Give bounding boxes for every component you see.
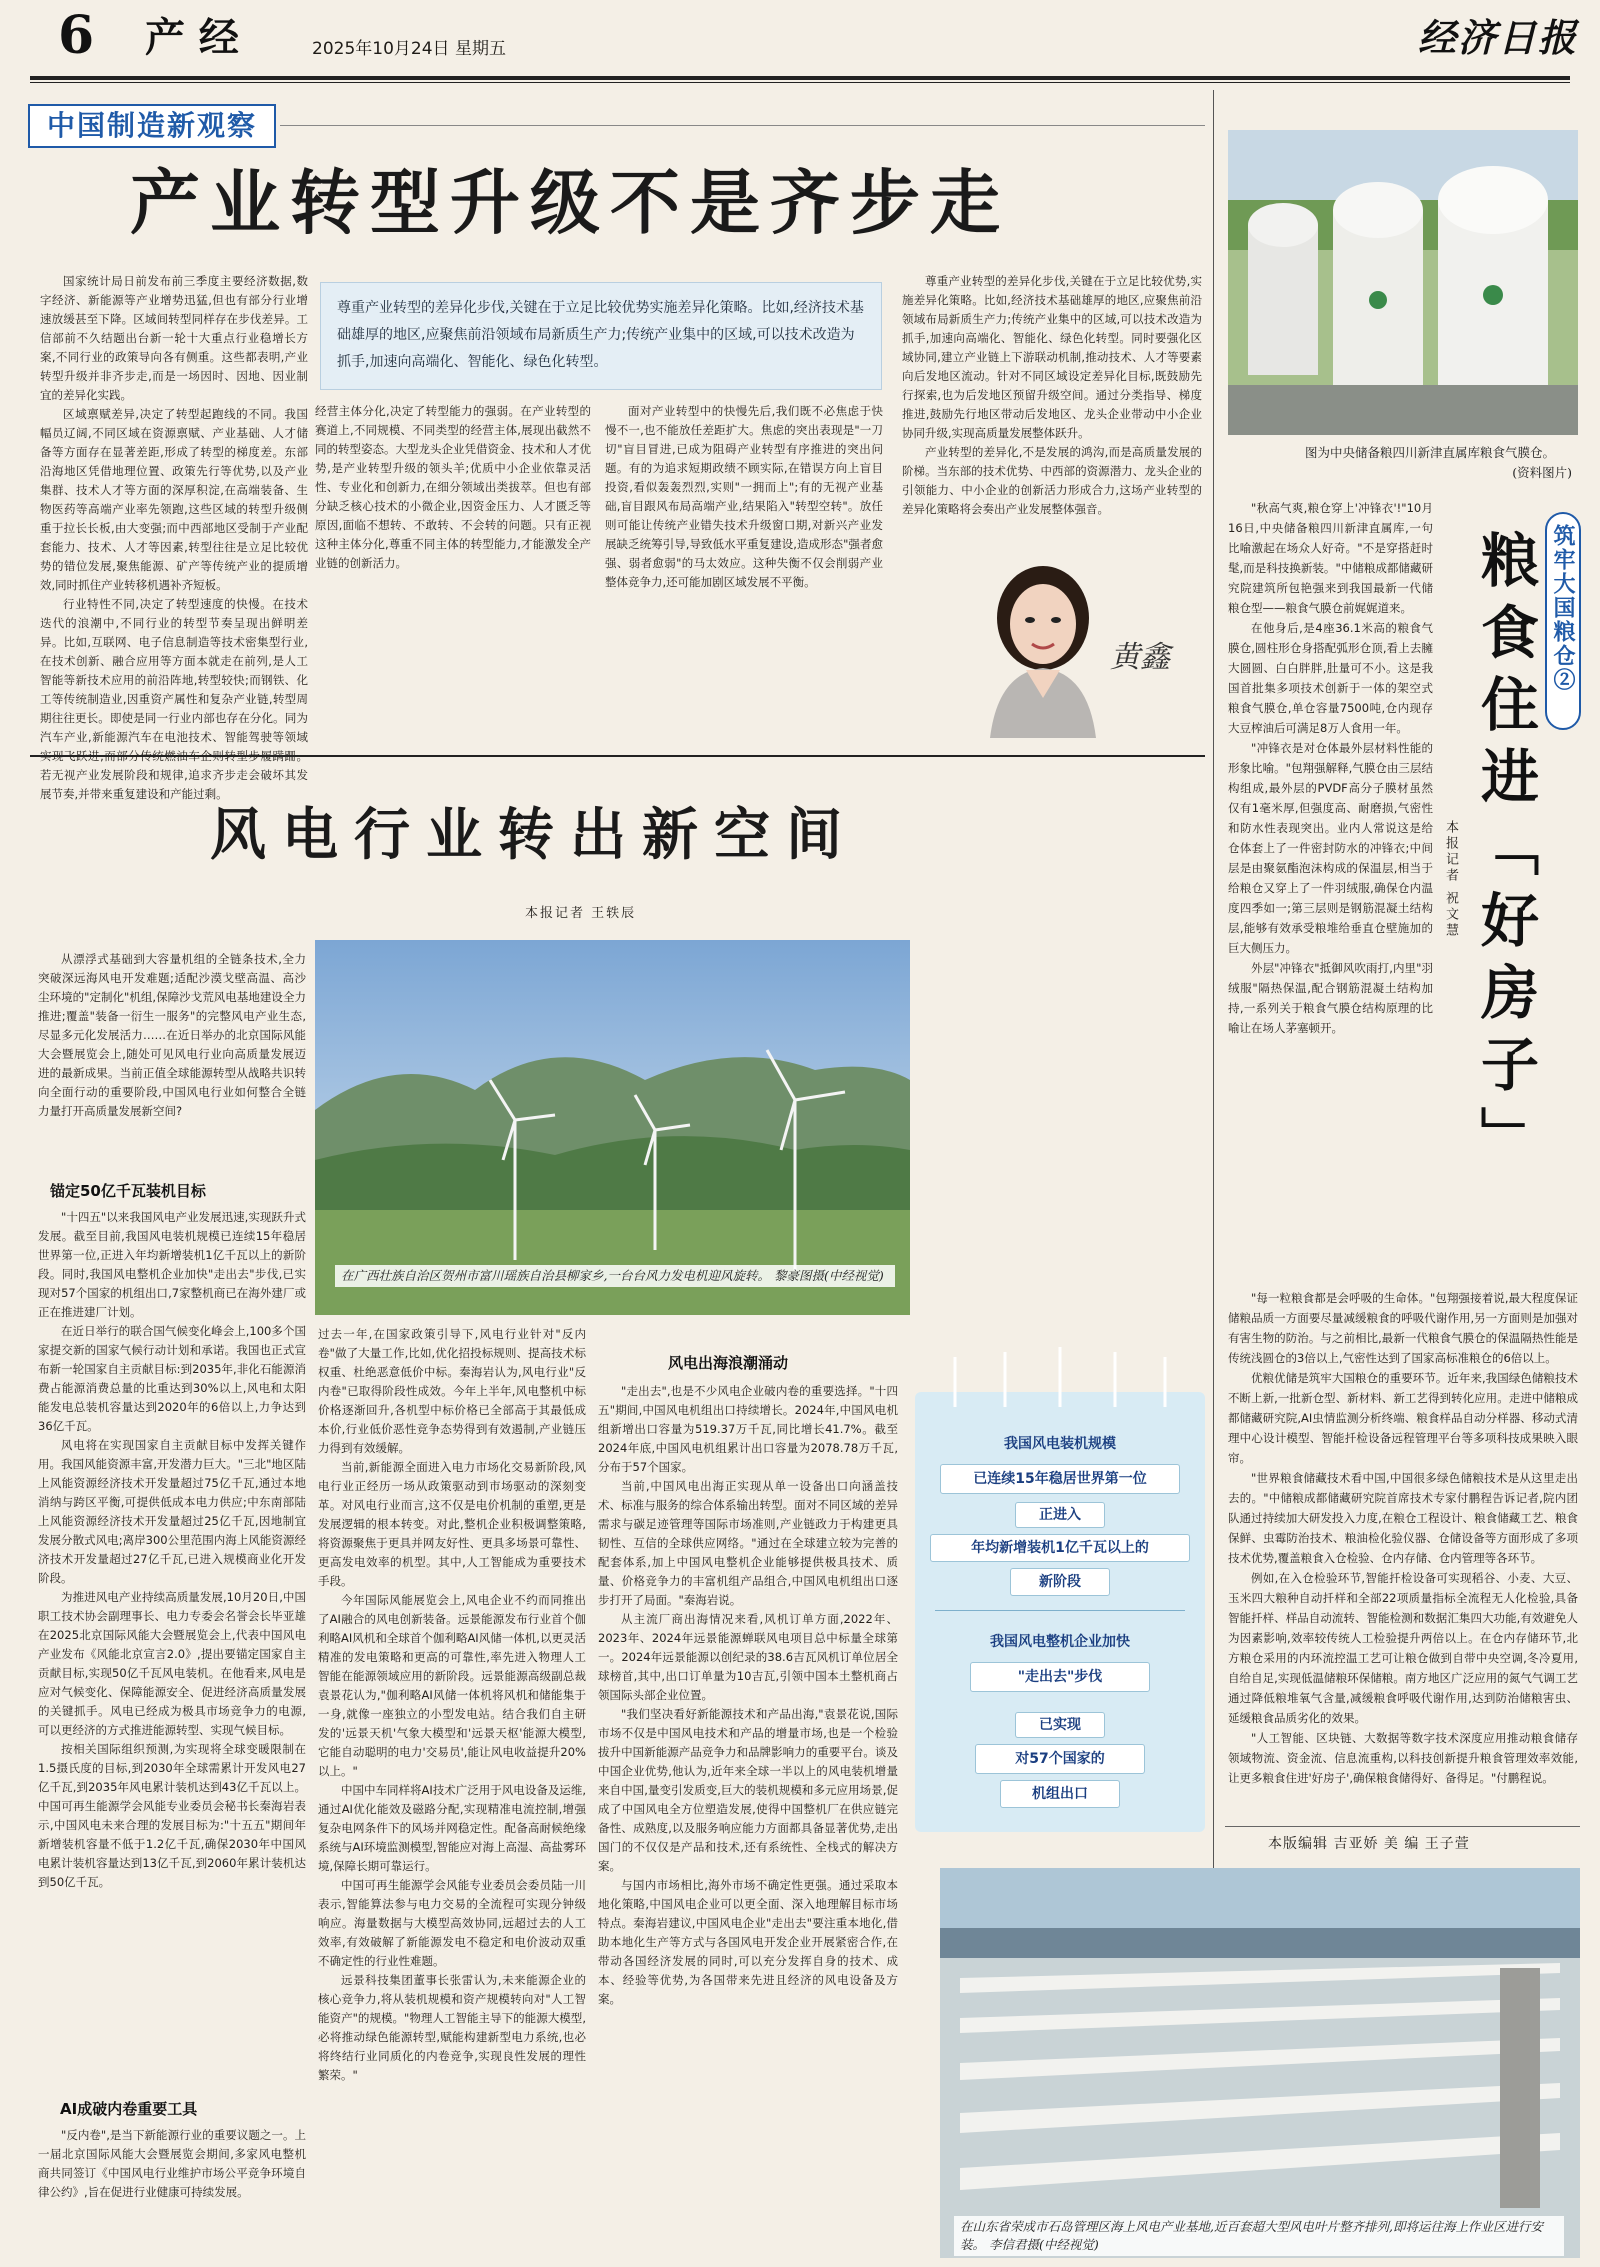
blade-yard-caption: 在山东省荣成市石岛管理区海上风电产业基地,近百套超大型风电叶片整齐排列,即将运往海上作业区进行安装。 李信君摄(中经视觉)	[954, 2216, 1564, 2256]
fact-title-export: 我国风电整机企业加快	[990, 1634, 1130, 1650]
article1-para: 经营主体分化,决定了转型能力的强弱。在产业转型的赛道上,不同规模、不同类型的经营主体,展现出截然不同的转型姿态。大型龙头企业凭借资金、技术和人才优势,是产业转型升级的领头羊;优质中小企业依靠灵活性、专业化和创新力,在细分领域出类拔萃。但也有部分缺乏核心技术的小微企业,因资金压力、人才匮乏等原因,面临不想转、不敢转、不会转的问题。只有正视这种主体分化,尊重不同主体的转型能力,才能激发全产业链的创新活力。	[315, 404, 591, 570]
sidebar-para: 优粮优储是筑牢大国粮仓的重要环节。近年来,我国绿色储粮技术不断上新,一批新仓型、新材料、新工艺得到转化应用。走进中储粮成都储藏研究院,AI虫情监测分析终端、粮食样品自动分样器、移动式清理中心设计模型、智能扦检设备远程管理平台等多项科技成果映入眼帘。	[1228, 1371, 1578, 1465]
article2-col3	[598, 1382, 898, 2252]
article2-para: 今年国际风能展览会上,风电企业不约而同推出了AI融合的风电创新装备。远景能源发布行业首个伽利略AI风机和全球首个伽利略AI风储一体机,以更灵活精准的发电策略和更高的可靠性,率先进入物理人工智能在能源领域应用的新阶段。远景能源高级副总裁袁景花认为,"伽利略AI风储一体机将风机和储能集于一身,就像一座独立的小型发电站。结合我们自主研发的'远景天机'气象大模型和'远景天枢'能源大模型,它能自动聪明的电力'交易员',能让风电收益提升20%以上。"	[318, 1593, 586, 1778]
article2-para: 在近日举行的联合国气候变化峰会上,100多个国家提交新的国家气候行动计划和承诺。我国也正式宣布新一轮国家自主贡献目标:到2035年,非化石能源消费占能源消费总量的比重达到30%以上,风电和太阳能发电总装机容量达到2020年的6倍以上,力争达到36亿千瓦。	[38, 1324, 306, 1433]
article1-headline: 产业转型升级不是齐步走	[130, 161, 1010, 244]
author-portrait-drawing	[968, 548, 1118, 738]
sidebar-para: "每一粒粮食都是会呼吸的生命体。"包翔强接着说,最大程度保证储粮品质一方面要尽量减缓粮食的呼吸代谢作用,另一方面则是加强对有害生物的防治。与之前相比,最新一代粮食气膜仓的保温隔热性能是传统浅圆仓的3倍以上,气密性达到了国家高标准粮仓的6倍以上。	[1228, 1291, 1578, 1365]
masthead-rule	[30, 76, 1570, 80]
sidebar-para: "秋高气爽,粮仓穿上'冲锋衣'!"10月16日,中央储备粮四川新津直属库,一句比喻激起在场众人好奇。"不是穿搭赶时髦,而是科技换新装。"中储粮成都储藏研究院建筑所包艳强来到我国最新一代储粮仓型——粮食气膜仓前娓娓道来。	[1228, 501, 1433, 615]
column-tag-rule	[280, 125, 1205, 126]
article2-para: 中国中车同样将AI技术广泛用于风电设备及运维,通过AI优化能效及磁路分配,实现精准电流控制,增强复杂电网条件下的风场并网稳定性。配备高耐候绝缘系统与AI环境监测模型,智能应对海上高湿、高盐雾环境,保障长期可靠运行。	[318, 1783, 586, 1873]
series-tag	[1545, 512, 1581, 730]
newspaper-logo: 经济日报	[1418, 15, 1579, 60]
article2-para: 中国可再生能源学会风能专业委员会委员陆一川表示,智能算法参与电力交易的全流程可实现分钟级响应。海量数据与大模型高效协同,远超过去的人工效率,有效破解了新能源发电不稳定和电价波动双重不确定性的行业性难题。	[318, 1878, 586, 1968]
issue-date: 2025年10月24日	[312, 39, 450, 59]
article2-col1-b	[38, 2126, 306, 2252]
sidebar-para: "人工智能、区块链、大数据等数字技术深度应用推动粮食储存领域物流、资金流、信息流重构,以科技创新提升粮食管理效率效能,让更多粮食住进'好房子',确保粮食储得好、备得足。"付鹏程说。	[1228, 1731, 1578, 1785]
article1-col3	[605, 402, 883, 740]
article1-para: 行业特性不同,决定了转型速度的快慢。在技术迭代的浪潮中,不同行业的转型节奏呈现出鲜明差异。比如,互联网、电子信息制造等技术密集型行业,在技术创新、融合应用等方面本就走在前列,是人工智能等新技术应用的前沿阵地,转型较快;而钢铁、化工等传统制造业,因重资产属性和复杂产业链,转型周期往往更长。即使是同一行业内部也存在分化。同为汽车产业,新能源汽车在电池技术、智能驾驶等领域 若无视产业发展阶段和规律,追求齐步走会破坏其发展节奏,并带来重复建设和产能过剩。	[40, 597, 308, 801]
article1-pull-quote	[320, 282, 882, 390]
windfarm-illustration	[315, 940, 910, 1315]
article2-lead-para: 从漂浮式基础到大容量机组的全链条技术,全力突破深远海风电开发难题;适配沙漠戈壁高温、高沙尘环境的"定制化"机组,保障沙戈荒风电基地建设全力推进;覆盖"装备一衍生一服务"的完整风电产业生态,尽显多元化发展活力……在近日举办的北京国际风能大会暨展览会上,随处可见风电行业向高质量发展迈进的最新成果。当前正值全球能源转型从战略共识转向全面行动的重要阶段,中国风电行业如何整合全链力量打开高质量发展新空间?	[38, 952, 306, 1118]
series-tag-label: 筑牢大国粮仓②	[1550, 524, 1576, 692]
sidebar-photo-caption: 图为中央储备粮四川新津直属库粮食气膜仓。	[1304, 445, 1555, 460]
subhead-installed-capacity: 锚定50亿千瓦装机目标	[50, 1182, 206, 1200]
article2-para: "十四五"以来我国风电产业发展迅速,实现跃升式发展。截至目前,我国风电装机规模已连续15年稳居世界第一位,正进入年均新增装机1亿千瓦以上的新阶段。同时,我国风电整机企业加快"走出去"步伐,已实现对57个国家的机组出口,7家整机商已在海外建厂或正在推进建厂计划。	[38, 1210, 306, 1319]
article1-para: 尊重产业转型的差异化步伐,关键在于立足比较优势,实施差异化策略。比如,经济技术基础雄厚的地区,应聚焦前沿领域布局新质生产力;传统产业集中的区域,可以技术改造为抓手,加速向高端化、智能化、绿色化转型。同时要强化区域协同,建立产业链上下游联动机制,推动技术、人才等要素向后发地区流动。针对不同区域设定差异化目标,既鼓励先行探索,也为后发地区预留升级空间。通过分类指导、梯度推进,鼓励先行地区带动后发地区、龙头企业带动中小企业协同升级,实现高质量发展整体跃升。	[902, 274, 1202, 440]
fact-box	[915, 1392, 1205, 1832]
turbine-icons	[915, 1337, 1205, 1407]
sidebar-para: "冲锋衣是对仓体最外层材料性能的形象比喻。"包翔强解释,气膜仓由三层结构组成,最外层的PVDF高分子膜材虽然仅有1毫米厚,但强度高、耐磨损,气密性和防水性表现突出。业内人常说这是给仓体套上了一件密封防水的冲锋衣;中间层是由聚氨酯泡沫构成的保温层,相当于给粮仓又穿上了一件羽绒服,确保仓内温度四季如一;第三层则是钢筋混凝土结构层,能够有效承受粮堆给垂直仓壁施加的巨大侧压力。	[1228, 741, 1433, 955]
fact-achieved: 已实现	[1015, 1712, 1105, 1738]
fact-new-stage: 新阶段	[1010, 1568, 1110, 1596]
issue-weekday: 星期五	[455, 39, 506, 59]
article-divider	[30, 755, 1205, 757]
fact-box-divider	[935, 1610, 1185, 1611]
fact-annual-install: 年均新增装机1亿千瓦以上的	[930, 1534, 1190, 1562]
sidebar-para: 外层"冲锋衣"抵御风吹雨打,内里"羽绒服"隔热保温,配合钢筋混凝土结构加持,一系列关于粮食气膜仓结构原理的比喻让在场人茅塞顿开。	[1228, 961, 1433, 1035]
article2-para: 与国内市场相比,海外市场不确定性更强。通过采取本地化策略,中国风电企业可以更全面、深入地理解目标市场特点。秦海岩建议,中国风电企业"走出去"要注重本地化,借助本地化生产等方式与各国风电开发企业开展紧密合作,在带动各国经济发展的同时,可以充分发挥自身的技术、成本、经验等优势,为各国带来先进且经济的风电设备及方案。	[598, 1878, 898, 2006]
pull-quote-text: 尊重产业转型的差异化步伐,关键在于立足比较优势实施差异化策略。比如,经济技术基础雄厚的地区,应聚焦前沿领域布局新质生产力;传统产业集中的区域,可以技术改造为抓手,加速向高端化、智能化、绿色化转型。	[337, 300, 864, 370]
fact-entering: 正进入	[1015, 1502, 1105, 1528]
article2-para: 远景科技集团董事长张雷认为,未来能源企业的核心竞争力,将从装机规模和资产规模转向对"人工智能资产"的规模。"物理人工智能主导下的能源大模型,必将推动绿色能源转型,赋能构建新型电力系统,也必将终结行业同质化的内卷竞争,实现良性发展的理性繁荣。"	[318, 1973, 586, 2082]
article2-para: 当前,中国风电出海正实现从单一设备出口向涵盖技术、标准与服务的综合体系输出转型。面对不同区域的差异需求与碳足迹管理等国际市场准则,产业链政力于构建更具韧性、互信的全球供应网络。"通过在全球建立较为完善的配套体系,加上中国风电整机企业能够提供极具技术、质量、价格竞争力的丰富机组产品组合,中国风电机组出口逐步打开了局面。"秦海岩说。	[598, 1479, 898, 1607]
article2-col2	[318, 1325, 586, 2252]
subhead-overseas: 风电出海浪潮涌动	[668, 1354, 789, 1372]
fact-go-global: "走出去"步伐	[970, 1662, 1150, 1692]
sidebar-para: "世界粮食储藏技术看中国,中国很多绿色储粮技术是从这里走出去的。"中储粮成都储藏研究院首席技术专家付鹏程告诉记者,院内团队通过持续加大研发投入力度,在粮仓工程设计、粮食储藏工艺、粮食保鲜、虫霉防治技术、粮油检化验仪器、仓储设备等方面形成了多项技术优势,覆盖粮食入仓检验、仓内存储、仓内管理等各环节。	[1228, 1471, 1578, 1565]
sidebar-photo	[1228, 130, 1578, 435]
article2-para: 当前,新能源全面进入电力市场化交易新阶段,风电行业正经历一场从政策驱动到市场驱动的深刻变革。对风电行业而言,这不仅是电价机制的重塑,更是发展逻辑的根本转变。对此,整机企业积极调整策略,将资源聚焦于更具并网友好性、更具多场景可靠性、更高发电效率的机型。其中,人工智能成为重要技术手段。	[318, 1460, 586, 1588]
fact-title-capacity: 我国风电装机规模	[1004, 1436, 1116, 1452]
article1-col2	[315, 402, 591, 740]
editors-rule	[1225, 1826, 1580, 1827]
section-name: 产 经	[145, 14, 239, 61]
windfarm-photo-caption: 在广西壮族自治区贺州市富川瑶族自治县柳家乡,一台台风力发电机迎风旋转。 黎豪图摄(中经视觉)	[335, 1265, 895, 1287]
column-tag-label: 中国制造新观察	[46, 109, 257, 142]
sidebar-photo-credit: (资料图片)	[1512, 465, 1572, 480]
sidebar-text-bottom	[1228, 1288, 1578, 1816]
article1-para: 国家统计局日前发布前三季度主要经济数据,数字经济、新能源等产业增势迅猛,但也有部分行业增速放缓甚至下降。区域间转型同样存在步伐差异。工信部前不久结题出台新一轮十大重点行业稳增长方案,不同行业的政策导向各有侧重。这些都表明,产业转型升级并非齐步走,而是一场因时、因地、因业制宜的差异化实践。	[40, 274, 308, 402]
article2-para: 过去一年,在国家政策引导下,风电行业针对"反内卷"做了大量工作,比如,优化招投标规则、提高技术标权重、杜绝恶意低价中标。秦海岩认为,风电行业"反内卷"已取得阶段性成效。今年上半年,风电整机中标价格逐渐回升,各机型中标价格已全部高于其最低成本价,行业低价恶性竞争态势得到有效遏制,产业链压力得到有效缓解。	[318, 1327, 586, 1455]
masthead-rule-thin	[30, 82, 1570, 83]
blade-yard-photo	[940, 1868, 1580, 2258]
article2-para: "走出去",也是不少风电企业破内卷的重要选择。"十四五"期间,中国风电机组出口持续增长。2024年,中国风电机组新增出口容量为519.37万千瓦,同比增长41.7%。截至2024年底,中国风电机组累计出口容量为2078.78万千瓦,分布于57个国家。	[598, 1384, 898, 1474]
article1-col4	[902, 272, 1202, 540]
fact-unit-export: 机组出口	[1000, 1780, 1120, 1808]
author-portrait	[968, 548, 1118, 738]
article2-lead	[38, 950, 306, 1165]
article2-para: "反内卷",是当下新能源行业的重要议题之一。上一届北京国际风能大会暨展览会期间,多家风电整机商共同签订《中国风电行业维护市场公平竞争环境自律公约》,旨在促进行业健康可持续发展。	[38, 2128, 306, 2199]
sidebar-text-top	[1228, 498, 1433, 1284]
fact-first-place: 已连续15年稳居世界第一位	[940, 1464, 1180, 1494]
fact-57-countries: 对57个国家的	[975, 1744, 1145, 1774]
article2-byline: 本报记者 王轶辰	[525, 906, 637, 921]
article1-col1	[40, 272, 308, 801]
sidebar-para: 在他身后,是4座36.1米高的粮食气膜仓,圆柱形仓身搭配弧形仓顶,看上去臃大圆圆、白白胖胖,肚量可不小。这是我国首批集多项技术创新于一体的架空式粮食气膜仓,单仓容量7500吨,仓内现存大豆榨油后可满足8万人食用一年。	[1228, 621, 1433, 735]
article2-headline: 风电行业转出新空间	[210, 802, 858, 868]
page-number: 6	[58, 5, 95, 66]
article2-para: "我们坚决看好新能源技术和产品出海,"袁景花说,国际市场不仅是中国风电技术和产品的增量市场,也是一个检验拔升中国新能源产品竞争力和品牌影响力的重要平台。谈及中国企业优势,他认为,近年来全球一半以上的风电装机增量来自中国,量变引发质变,巨大的装机规模和多元应用场景,促成了中国风电全方位塑造发展,使得中国整机厂在供应链完备性、成熟度,以及服务响应能力方面都具备显著优势,走出国门的不仅仅是产品和技术,还有系统性、全栈式的解决方案。	[598, 1707, 898, 1873]
masthead	[0, 0, 1600, 80]
article2-col1-a	[38, 1208, 306, 2086]
article2-para: 风电将在实现国家自主贡献目标中发挥关键作用。我国风能资源丰富,开发潜力巨大。"三北"地区陆上风能资源经济技术开发量超过75亿千瓦,通过本地消纳与跨区平衡,可提供低成本电力供应;中东南部陆上风能资源经济技术开发量超过25亿千瓦,因地制宜发展分散式风电;离岸300公里范围内海上风能资源经济技术开发量超过27亿千瓦,已进入规模商业化开发阶段。	[38, 1438, 306, 1585]
grain-silo-photo	[1228, 130, 1578, 435]
article1-para: 区域禀赋差异,决定了转型起跑线的不同。我国幅员辽阔,不同区域在资源禀赋、产业基础、人才储备等方面存在显著差距,形成了转型的梯度差。东部沿海地区凭借地理位置、政策先行等优势,以及产业集群、技术人才等方面的深厚积淀,在高端装备、生物医药等高端产业率先领跑,这些区域的转型升级侧重于拉长长板,由大变强;而中西部地区受制于产业配套能力、技术、人才等因素,转型往往是立足比较优势的错位发展,聚焦能源、矿产等传统产业的提质增效,同时抓住产业转移机遇补齐短板。	[40, 407, 308, 592]
windfarm-photo	[315, 940, 910, 1315]
sidebar-byline: 本报记者 祝文慧	[1443, 820, 1458, 940]
page-editors: 本版编辑 吉亚娇 美 编 王子萱	[1268, 1836, 1470, 1852]
blade-yard-illustration	[940, 1868, 1580, 2258]
article1-para: 面对产业转型中的快慢先后,我们既不必焦虑于快慢不一,也不能放任差距扩大。焦虑的突出表现是"一刀切"盲目冒进,已成为阻碍产业转型有序推进的突出问题。有的为追求短期政绩不顾实际,在错误方向上盲目投资,看似轰轰烈烈,实则"一拥而上";有的无视产业基础,盲目跟风布局高端产业,结果陷入"转型空转"。放任则可能让传统产业错失技术升级窗口期,对新兴产业发展缺乏统筹引导,导致低水平重复建设,造成形态"强者愈强、弱者愈弱"的马太效应。这种失衡不仅会削弱产业整体竞争力,还可能加剧区域发展不平衡。	[605, 404, 883, 589]
article2-para: 为推进风电产业持续高质量发展,10月20日,中国职工技术协会副理事长、电力专委会名誉会长毕亚雄在2025北京国际风能大会暨展览会上,代表中国风电产业发布《风能北京宣言2.0》,提出要锚定国家自主贡献目标,实现50亿千瓦风电装机。在他看来,风电是应对气候变化、保障能源安全、促进经济高质量发展的关键抓手。风电已经成为极具市场竞争力的电源,可以更经济的方式推进能源转型、实现气候目标。	[38, 1590, 306, 1737]
sidebar-headline: 粮食住进「好房子」	[1471, 530, 1539, 1178]
article2-para: 从主流厂商出海情况来看,风机订单方面,2022年、2023年、2024年远景能源蝉联风电项目总中标量全球第一。2024年远景能源以创纪录的38.6吉瓦风机订单位居全球榜首,其中,出口订单量为10吉瓦,引领中国本土整机商占领国际头部企业位置。	[598, 1612, 898, 1702]
column-tag	[28, 104, 276, 148]
author-signature: 黄鑫	[1110, 640, 1170, 675]
article1-para: 产业转型的差异化,不是发展的鸿沟,而是高质量发展的阶梯。当东部的技术优势、中西部的资源潜力、龙头企业的引领能力、中小企业的创新活力形成合力,这场产业转型的差异化策略将会奏出产业发展整体强音。	[902, 445, 1202, 516]
subhead-ai: AI成破内卷重要工具	[60, 2100, 198, 2118]
sidebar-para: 例如,在入仓检验环节,智能扦检设备可实现稻谷、小麦、大豆、玉米四大粮种自动扦样和全部22项质量指标全流程无人化检验,具备智能扦样、样品自动流转、智能检测和数据汇集四大功能,有效避免人为因素影响,效率较传统人工检验提升两倍以上。在仓内存储环节,北方粮仓采用的内环流控温工艺可让粮仓做到自带中央空调,冬冷夏用,自给自足,实现低温储粮环保储粮。南方地区广泛应用的氮气气调工艺通过降低粮堆氧气含量,减缓粮食呼吸代谢作用,达到防治储粮害虫、延缓粮食品质劣化的效果。	[1228, 1571, 1578, 1725]
article2-para: 按相关国际组织预测,为实现将全球变暖限制在1.5摄氏度的目标,到2030年全球需累计开发风电27亿千瓦,到2035年风电累计装机达到43亿千瓦以上。中国可再生能源学会风能专业委员会秘书长秦海岩表示,中国风电未来合理的发展目标为:"十五五"期间年新增装机容量不低于1.2亿千瓦,确保2030年中国风电累计装机容量达到13亿千瓦,到2060年累计装机达到50亿千瓦。	[38, 1742, 306, 1889]
